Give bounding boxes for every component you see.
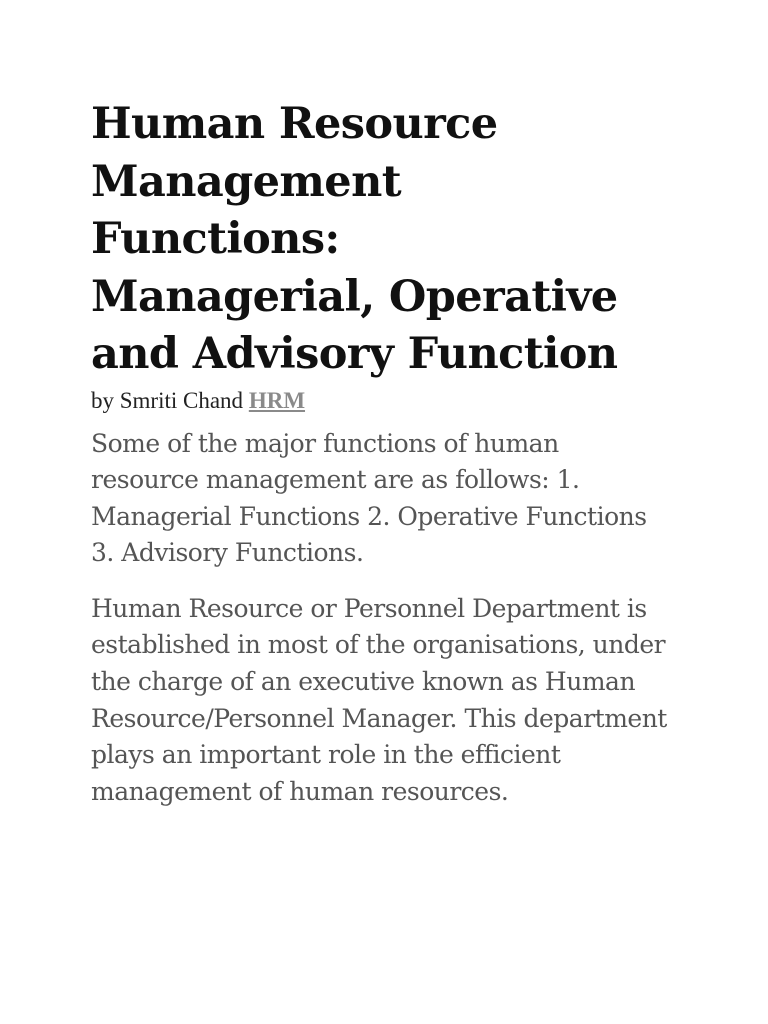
title-line: and Advisory Function [91,329,618,379]
category-link-hrm[interactable]: HRM [248,387,306,413]
byline-prefix: by [91,387,114,413]
article-title [91,96,691,384]
article [91,96,691,810]
title-line: Managerial, Operative [91,271,618,322]
title-line: Human Resource [91,99,498,149]
byline [91,388,691,414]
title-line: Management [91,156,401,207]
body-paragraph: Human Resource or Personnel Department is established in most of the organisations, under the charge of an executive known as Human Resource/Personnel Manager. This department plays an important role in the efficient management of human resources. [91,593,667,806]
title-line: Functions: [91,214,340,264]
intro-paragraph: Some of the major functions of human resource management are as follows: 1. Managerial Functions 2. Operative Functions 3. Advisory Functions. [91,428,647,568]
author-name: Smriti Chand [119,387,244,413]
